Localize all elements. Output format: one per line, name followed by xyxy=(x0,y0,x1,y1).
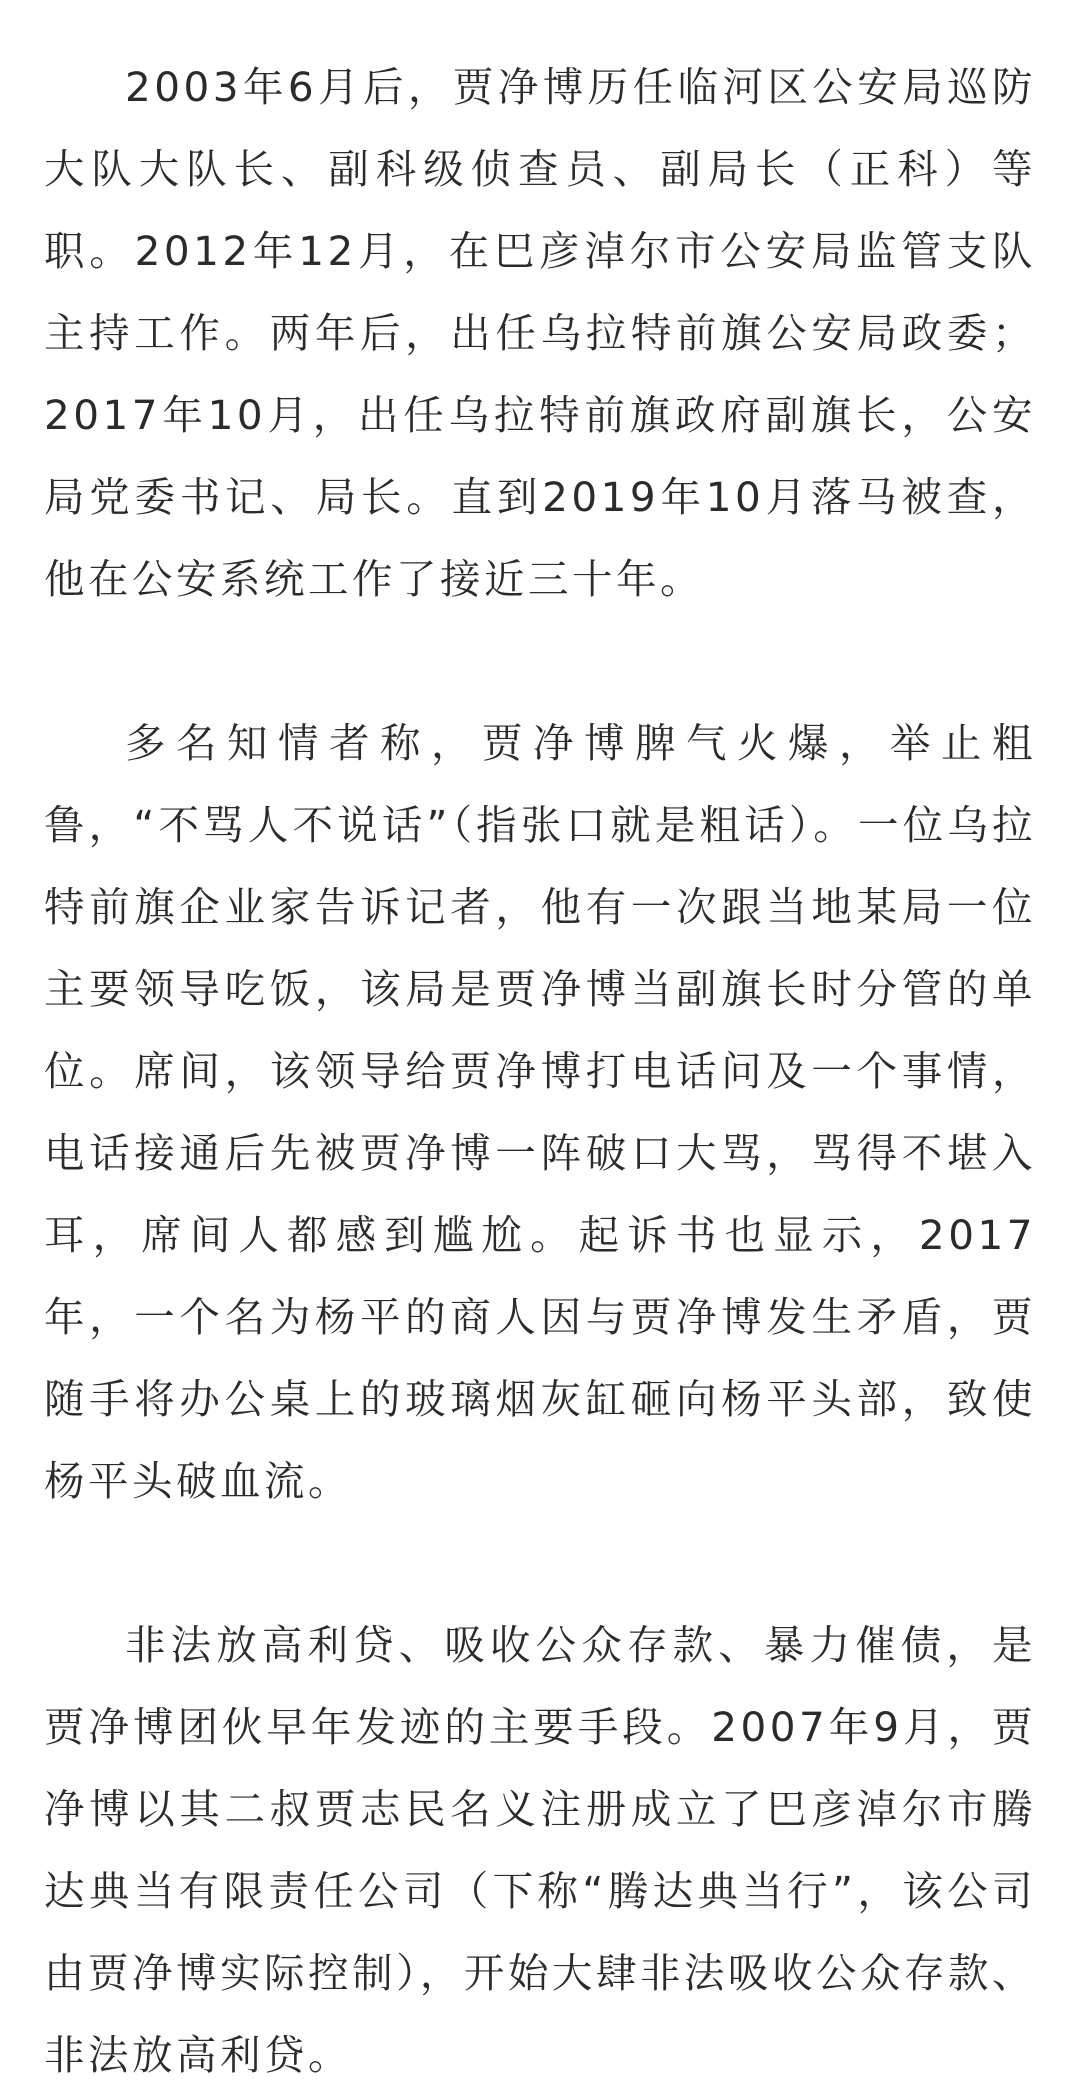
article-paragraph-lending: 非法放高利贷、吸收公众存款、暴力催债，是贾净博团伙早年发迹的主要手段。2007年9月，贾净博以其二叔贾志民名义注册成立了巴彦淖尔市腾达典当有限责任公司（下称“腾达典当行”，该公司由贾净博实际控制），开始大肆非法吸收公众存款、非法放高利贷。 xyxy=(44,1621,1036,2079)
article-paragraph-temper: 多名知情者称，贾净博脾气火爆，举止粗鲁，“不骂人不说话”（指张口就是粗话）。一位乌拉特前旗企业家告诉记者，他有一次跟当地某局一位主要领导吃饭，该局是贾净博当副旗长时分管的单位。席间，该领导给贾净博打电话问及一个事情，电话接通后先被贾净博一阵破口大骂，骂得不堪入耳，席间人都感到尴尬。起诉书也显示，2017年，一个名为杨平的商人因与贾净博发生矛盾，贾随手将办公桌上的玻璃烟灰缸砸向杨平头部，致使杨平头破血流。 xyxy=(44,719,1036,1505)
article-paragraph-career: 2003年6月后，贾净博历任临河区公安局巡防大队大队长、副科级侦查员、副局长（正科）等职。2012年12月，在巴彦淖尔市公安局监管支队主持工作。两年后，出任乌拉特前旗公安局政委；2017年10月，出任乌拉特前旗政府副旗长，公安局党委书记、局长。直到2019年10月落马被查，他在公安系统工作了接近三十年。 xyxy=(44,63,1036,603)
